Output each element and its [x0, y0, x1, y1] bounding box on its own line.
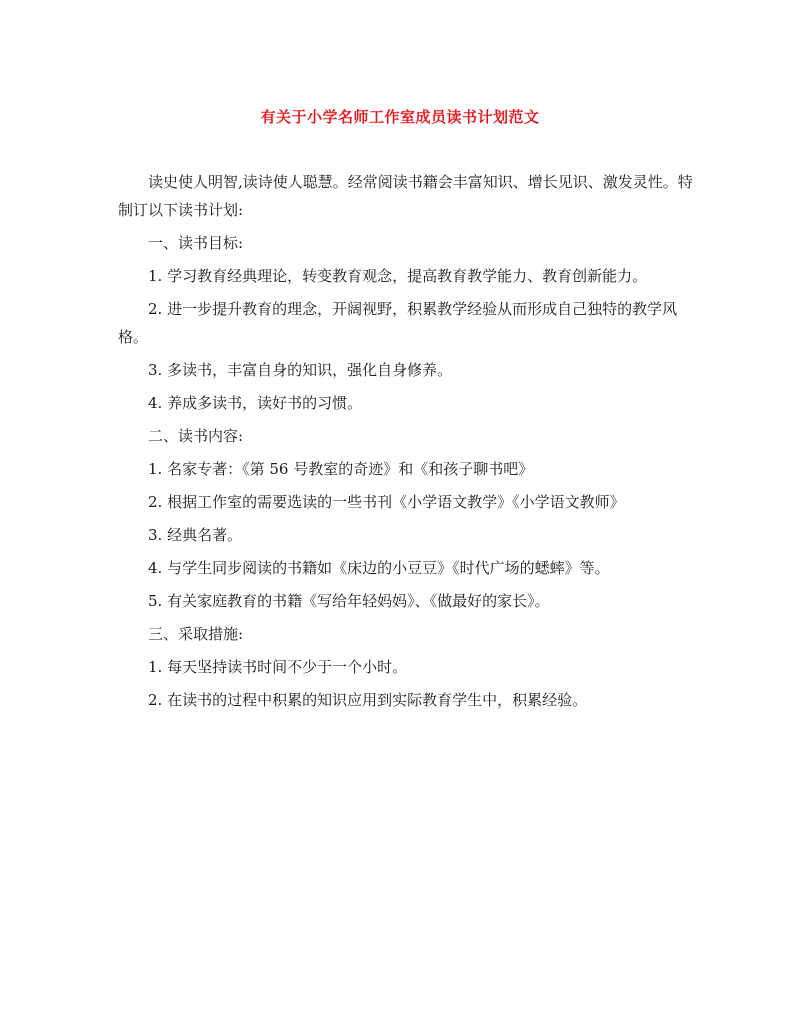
section-heading-goals: 一、读书目标:	[148, 234, 244, 252]
intro-paragraph: 读史使人明智,读诗使人聪慧。经常阅读书籍会丰富知识、增长见识、激发灵性。特制订以下读书计划:	[118, 173, 693, 219]
document-title: 有关于小学名师工作室成员读书计划范文	[260, 108, 540, 126]
list-item: 1. 学习教育经典理论，转变教育观念，提高教育教学能力、教育创新能力。	[148, 267, 648, 285]
list-item: 5. 有关家庭教育的书籍《写给年轻妈妈》、《做最好的家长》。	[148, 592, 550, 610]
section-heading-content: 二、读书内容:	[148, 427, 244, 445]
list-item: 4. 与学生同步阅读的书籍如《床边的小豆豆》《时代广场的蟋蟀》等。	[148, 559, 610, 577]
list-item: 1. 每天坚持读书时间不少于一个小时。	[148, 658, 408, 676]
section-heading-measures: 三、采取措施:	[148, 625, 244, 643]
list-item: 2. 进一步提升教育的理念，开阔视野，积累教学经验从而形成自己独特的教学风格。	[118, 300, 678, 346]
list-item: 4. 养成多读书，读好书的习惯。	[148, 394, 363, 412]
list-item: 1. 名家专著：《第 56 号教室的奇迹》和《和孩子聊书吧》	[148, 460, 534, 478]
list-item: 2. 在读书的过程中积累的知识应用到实际教育学生中，积累经验。	[148, 691, 588, 709]
list-item: 3. 多读书，丰富自身的知识，强化自身修养。	[148, 361, 453, 379]
list-item: 3. 经典名著。	[148, 526, 243, 544]
list-item: 2. 根据工作室的需要选读的一些书刊《小学语文教学》《小学语文教师》	[148, 493, 625, 511]
document-body	[118, 168, 702, 714]
